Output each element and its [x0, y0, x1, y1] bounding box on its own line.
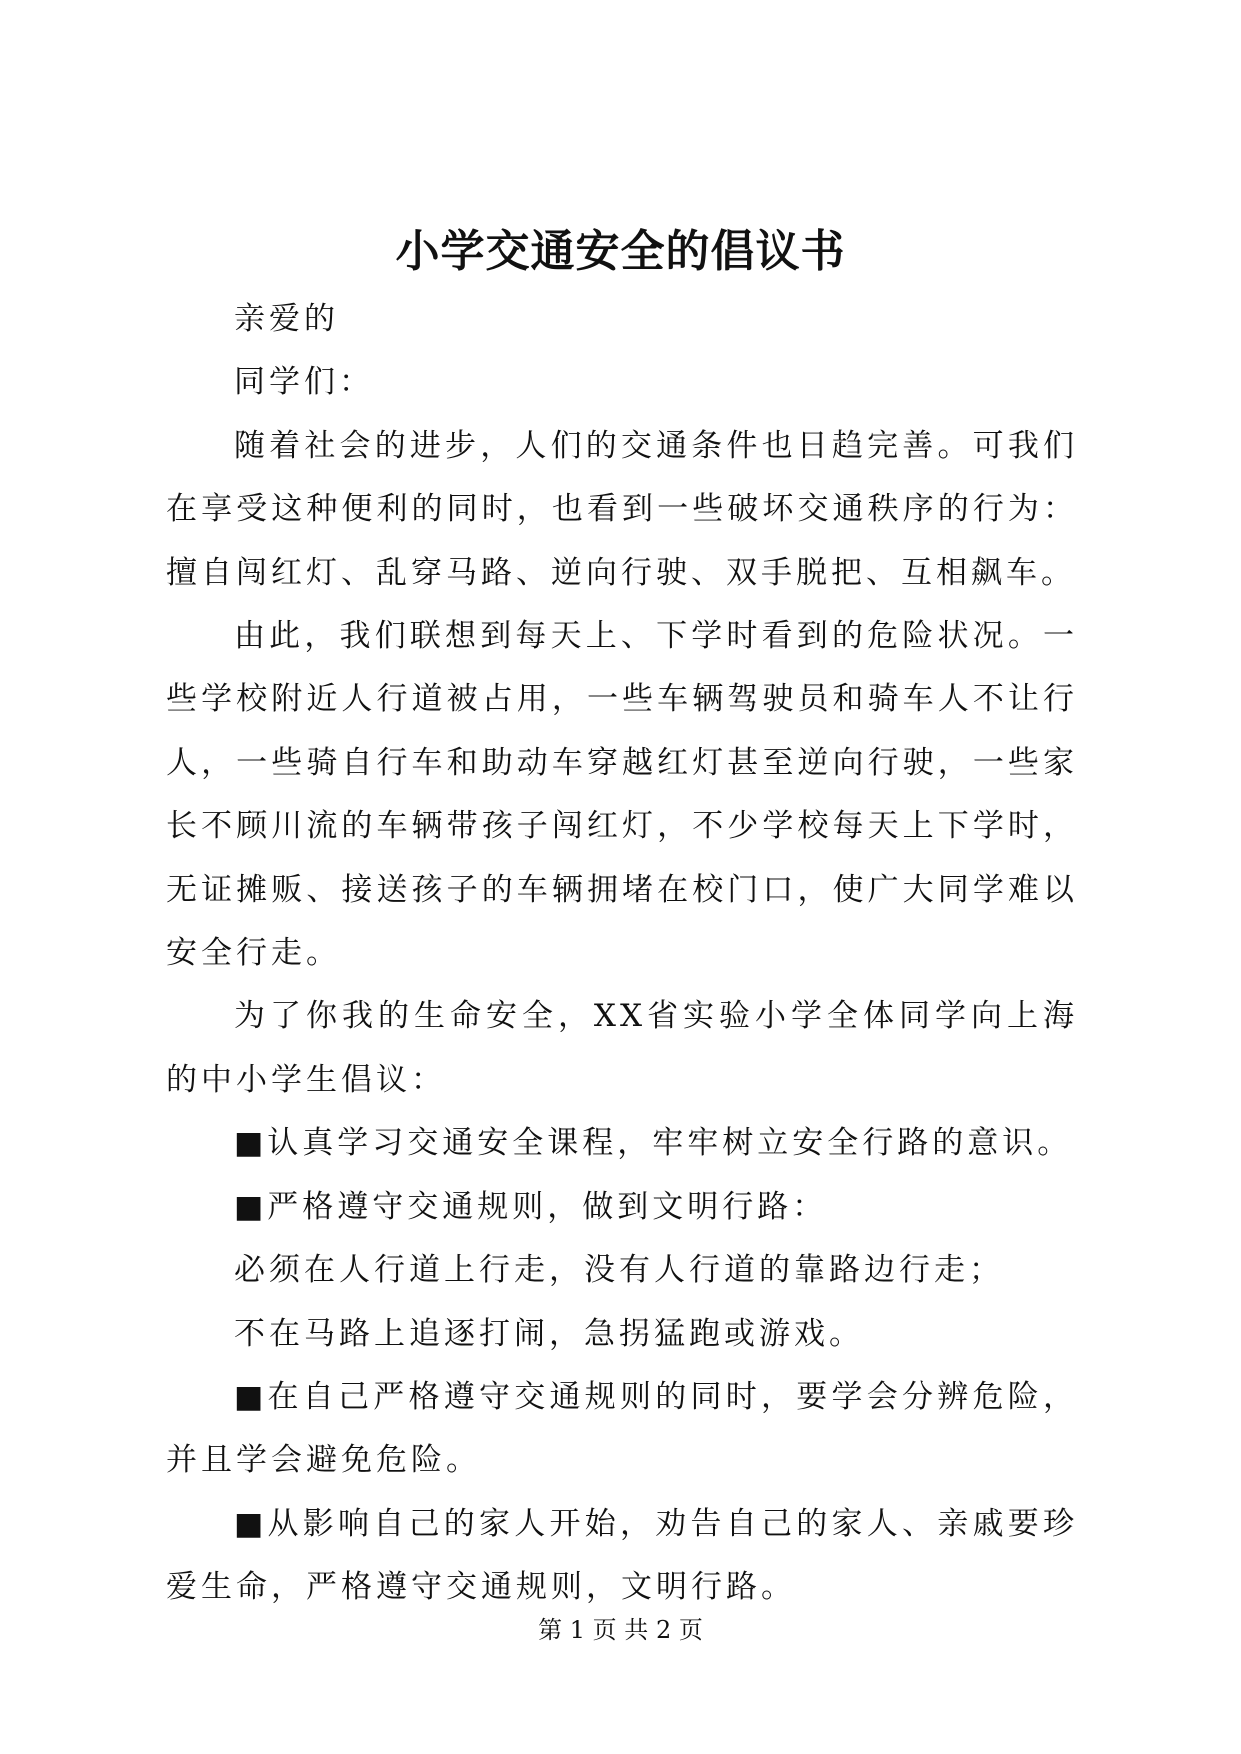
paragraph-situation: 由此，我们联想到每天上、下学时看到的危险状况。一些学校附近人行道被占用，一些车辆驾驶员和骑车人不让行人，一些骑自行车和助动车穿越红灯甚至逆向行驶，一些家长不顾川流的车辆带孩子闯红灯，不少学校每天上下学时，无证摊贩、接送孩子的车辆拥堵在校门口，使广大同学难以安全行走。: [166, 618, 1078, 972]
document-body: [166, 288, 1078, 1620]
paragraph-intro: 随着社会的进步，人们的交通条件也日趋完善。可我们在享受这种便利的同时，也看到一些破坏交通秩序的行为：擅自闯红灯、乱穿马路、逆向行驶、双手脱把、互相飙车。: [166, 427, 1078, 591]
paragraph-proposal: 为了你我的生命安全，XX省实验小学全体同学向上海的中小学生倡议：: [166, 998, 1078, 1098]
document-title: 小学交通安全的倡议书: [395, 226, 846, 277]
page-number-footer: 第 1 页 共 2 页: [538, 1616, 703, 1644]
paragraph-rule-2: 不在马路上追逐打闹，急拐猛跑或游戏。: [234, 1315, 864, 1352]
paragraph-rule-1: 必须在人行道上行走，没有人行道的靠路边行走；: [234, 1252, 1004, 1289]
paragraph-item-3: ■在自己严格遵守交通规则的同时，要学会分辨危险，并且学会避免危险。: [166, 1378, 1078, 1479]
paragraph-item-1: ■认真学习交通安全课程，牢牢树立安全行路的意识。: [234, 1125, 1073, 1162]
paragraph-item-4: ■从影响自己的家人开始，劝告自己的家人、亲戚要珍爱生命，严格遵守交通规则，文明行路。: [166, 1505, 1078, 1606]
paragraph-salutation: 同学们：: [234, 364, 374, 401]
paragraph-greeting: 亲爱的: [234, 301, 339, 337]
paragraph-item-2: ■严格遵守交通规则，做到文明行路：: [234, 1188, 828, 1225]
